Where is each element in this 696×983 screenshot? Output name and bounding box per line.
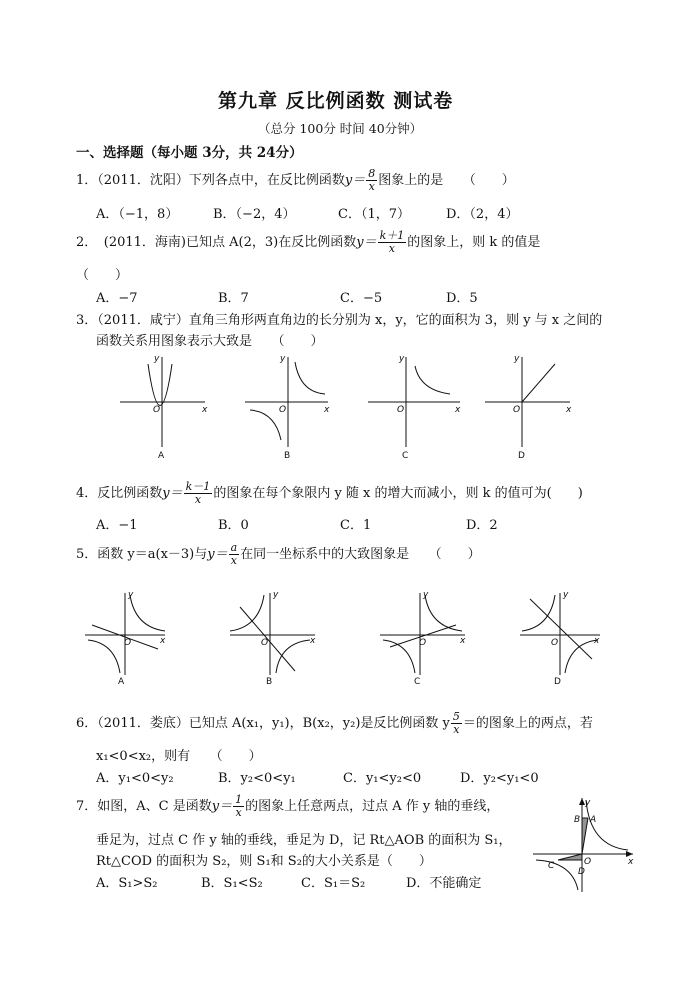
q4-den: x [194, 493, 202, 506]
q4-stem-b: 的图象在每个象限内 y 随 x 的增大而减小，则 k 的值可为( ) [213, 486, 583, 501]
q1-func: y＝ [344, 173, 366, 188]
q3d-y: y [514, 354, 520, 364]
q3-graph-d [485, 357, 570, 447]
q7-stem-a: 7．如图，A、C 是函数 [76, 799, 212, 814]
q5-graph-c [380, 593, 465, 675]
q3a-x: x [202, 405, 208, 415]
q7-figure [528, 794, 638, 894]
q4-fraction [184, 481, 213, 506]
q6-den: x [453, 723, 460, 736]
q5-graph-a [85, 593, 165, 675]
q7-fig-a: A [590, 815, 597, 825]
q7-fraction [233, 794, 244, 819]
q5-stem-a: 5．函数 y＝a(x－3)与 [76, 547, 208, 562]
question-2-stem [76, 230, 540, 255]
question-1-stem [76, 168, 515, 193]
q2-func: y＝ [356, 235, 377, 250]
q3c-x: x [455, 405, 461, 415]
q5-label-b: B [266, 677, 273, 685]
question-7-stem [76, 794, 499, 819]
q2-fraction [378, 230, 407, 255]
q2-option-b[interactable]: B．7 [218, 291, 249, 306]
page-title: 第九章 反比例函数 测试卷 [218, 90, 454, 112]
q7-stem-b: 的图象上任意两点，过点 A 作 y 轴的垂线， [245, 799, 500, 814]
q5d-x: x [594, 636, 600, 646]
q4-func: y＝ [162, 486, 183, 501]
question-6-line2: x₁<0<x₂，则有 （ ） [96, 749, 262, 764]
q4-option-c[interactable]: C．1 [340, 518, 372, 533]
q5c-o: O [419, 638, 427, 648]
q3a-y: y [154, 354, 160, 364]
q5b-y: y [273, 590, 279, 600]
q5c-x: x [460, 636, 466, 646]
q5-graphs [80, 585, 600, 685]
q7-option-a[interactable]: A．S₁>S₂ [96, 876, 158, 891]
q5a-x: x [160, 636, 166, 646]
q5-stem-b: 在同一坐标系中的大致图象是 （ ） [240, 547, 481, 562]
q2-option-d[interactable]: D．5 [446, 291, 478, 306]
q5d-o: O [551, 638, 559, 648]
q6-option-a[interactable]: A．y₁<0<y₂ [96, 771, 174, 786]
q7-fig-o: O [584, 857, 592, 867]
q5-den: x [230, 554, 237, 567]
q3-graph-a [120, 357, 205, 447]
q6-num: 5 [452, 710, 460, 723]
q3-label-a: A [158, 451, 165, 461]
q5a-y: y [128, 590, 134, 600]
q7-func: y＝ [211, 799, 233, 814]
q1-option-a[interactable]: A．（−1，8） [96, 207, 179, 222]
q3-label-c: C [402, 451, 409, 461]
q7-num: 1 [235, 793, 243, 806]
q5-label-d: D [554, 677, 561, 685]
q2-stem-a: 2． (2011．海南)已知点 A(2，3)在反比例函数 [76, 235, 357, 250]
q1-fraction [366, 168, 377, 193]
q2-option-a[interactable]: A．−7 [96, 291, 138, 306]
q3b-x: x [324, 405, 330, 415]
q5d-y: y [563, 590, 569, 600]
q4-option-d[interactable]: D．2 [466, 518, 498, 533]
q2-option-c[interactable]: C．−5 [340, 291, 383, 306]
q7-fig-b: B [574, 815, 581, 825]
q2-stem-b: 的图象上，则 k 的值是 [407, 235, 541, 250]
q1-den: x [368, 180, 375, 193]
question-3-line1: 3．（2011．咸宁）直角三角形两直角边的长分别为 x，y，它的面积为 3，则 y 与 x 之间的 [76, 313, 603, 328]
q5-func: y＝ [207, 547, 228, 562]
q6-option-d[interactable]: D．y₂<y₁<0 [460, 771, 539, 786]
q5-num: a [230, 541, 238, 554]
question-4-stem [76, 481, 583, 506]
q4-option-b[interactable]: B．0 [218, 518, 249, 533]
q7-fig-c: C [548, 861, 555, 871]
question-6-stem [76, 711, 593, 736]
q7-option-b[interactable]: B．S₁<S₂ [201, 876, 263, 891]
q3a-o: O [153, 405, 161, 415]
q5a-o: O [124, 638, 132, 648]
question-5-stem [76, 542, 481, 567]
q1-stem-b: 图象上的是 （ ） [378, 173, 515, 188]
q5b-x: x [310, 636, 316, 646]
q6-fraction [451, 711, 462, 736]
q5-fraction [229, 542, 240, 567]
q1-stem-a: 1．（2011．沈阳）下列各点中，在反比例函数 [76, 173, 345, 188]
q3-graph-b [245, 357, 328, 447]
q7-fig-d: D [578, 867, 585, 877]
q3d-x: x [566, 405, 572, 415]
question-3-line2: 函数关系用图象表示大致是 （ ） [96, 334, 324, 349]
q2-paren: （ ） [76, 268, 129, 283]
q5-label-a: A [118, 677, 125, 685]
section-heading: 一、选择题（每小题 3分，共 24分） [76, 145, 303, 161]
q2-den: x [388, 242, 396, 255]
q5-label-c: C [414, 677, 421, 685]
q3c-y: y [399, 354, 405, 364]
q7-fig-y: y [585, 798, 591, 808]
q4-stem-a: 4．反比例函数 [76, 486, 163, 501]
q7-den: x [235, 806, 242, 819]
q1-option-d[interactable]: D．（2，4） [446, 207, 519, 222]
q5-graph-d [520, 593, 600, 675]
q3b-o: O [279, 405, 287, 415]
q7-option-d[interactable]: D．不能确定 [406, 876, 482, 891]
q3-graphs [110, 352, 580, 462]
q4-option-a[interactable]: A．−1 [96, 518, 138, 533]
q5b-o: O [261, 638, 269, 648]
subtitle: （总分 100分 时间 40分钟） [258, 121, 423, 136]
question-7-line3: Rt△COD 的面积为 S₂，则 S₁和 S₂的大小关系是（ ） [96, 854, 432, 869]
q3c-o: O [397, 405, 405, 415]
q3-label-d: D [518, 451, 525, 461]
q4-num: k－1 [185, 480, 211, 493]
q3b-y: y [280, 354, 286, 364]
q7-fig-x: x [628, 857, 634, 867]
q3-label-b: B [284, 451, 291, 461]
q1-num: 8 [368, 167, 376, 180]
q6-option-b[interactable]: B．y₂<0<y₁ [218, 771, 296, 786]
q3-graph-c [368, 357, 460, 447]
q7-option-c[interactable]: C．S₁＝S₂ [301, 876, 366, 891]
q3d-o: O [513, 405, 521, 415]
q6-stem-b: ＝的图象上的两点，若 [462, 716, 593, 731]
q2-num: k＋1 [379, 229, 405, 242]
q6-stem-a: 6．（2011．娄底）已知点 A(x₁，y₁)，B(x₂，y₂)是反比例函数 y [76, 716, 450, 731]
q1-option-c[interactable]: C．（1，7） [338, 207, 410, 222]
q5c-y: y [423, 590, 429, 600]
q6-option-c[interactable]: C．y₁<y₂<0 [343, 771, 422, 786]
q1-option-b[interactable]: B．（−2，4） [213, 207, 296, 222]
question-7-line2: 垂足为，过点 C 作 y 轴的垂线，垂足为 D，记 Rt△AOB 的面积为 S₁， [96, 833, 512, 848]
q5-graph-b [230, 593, 315, 675]
